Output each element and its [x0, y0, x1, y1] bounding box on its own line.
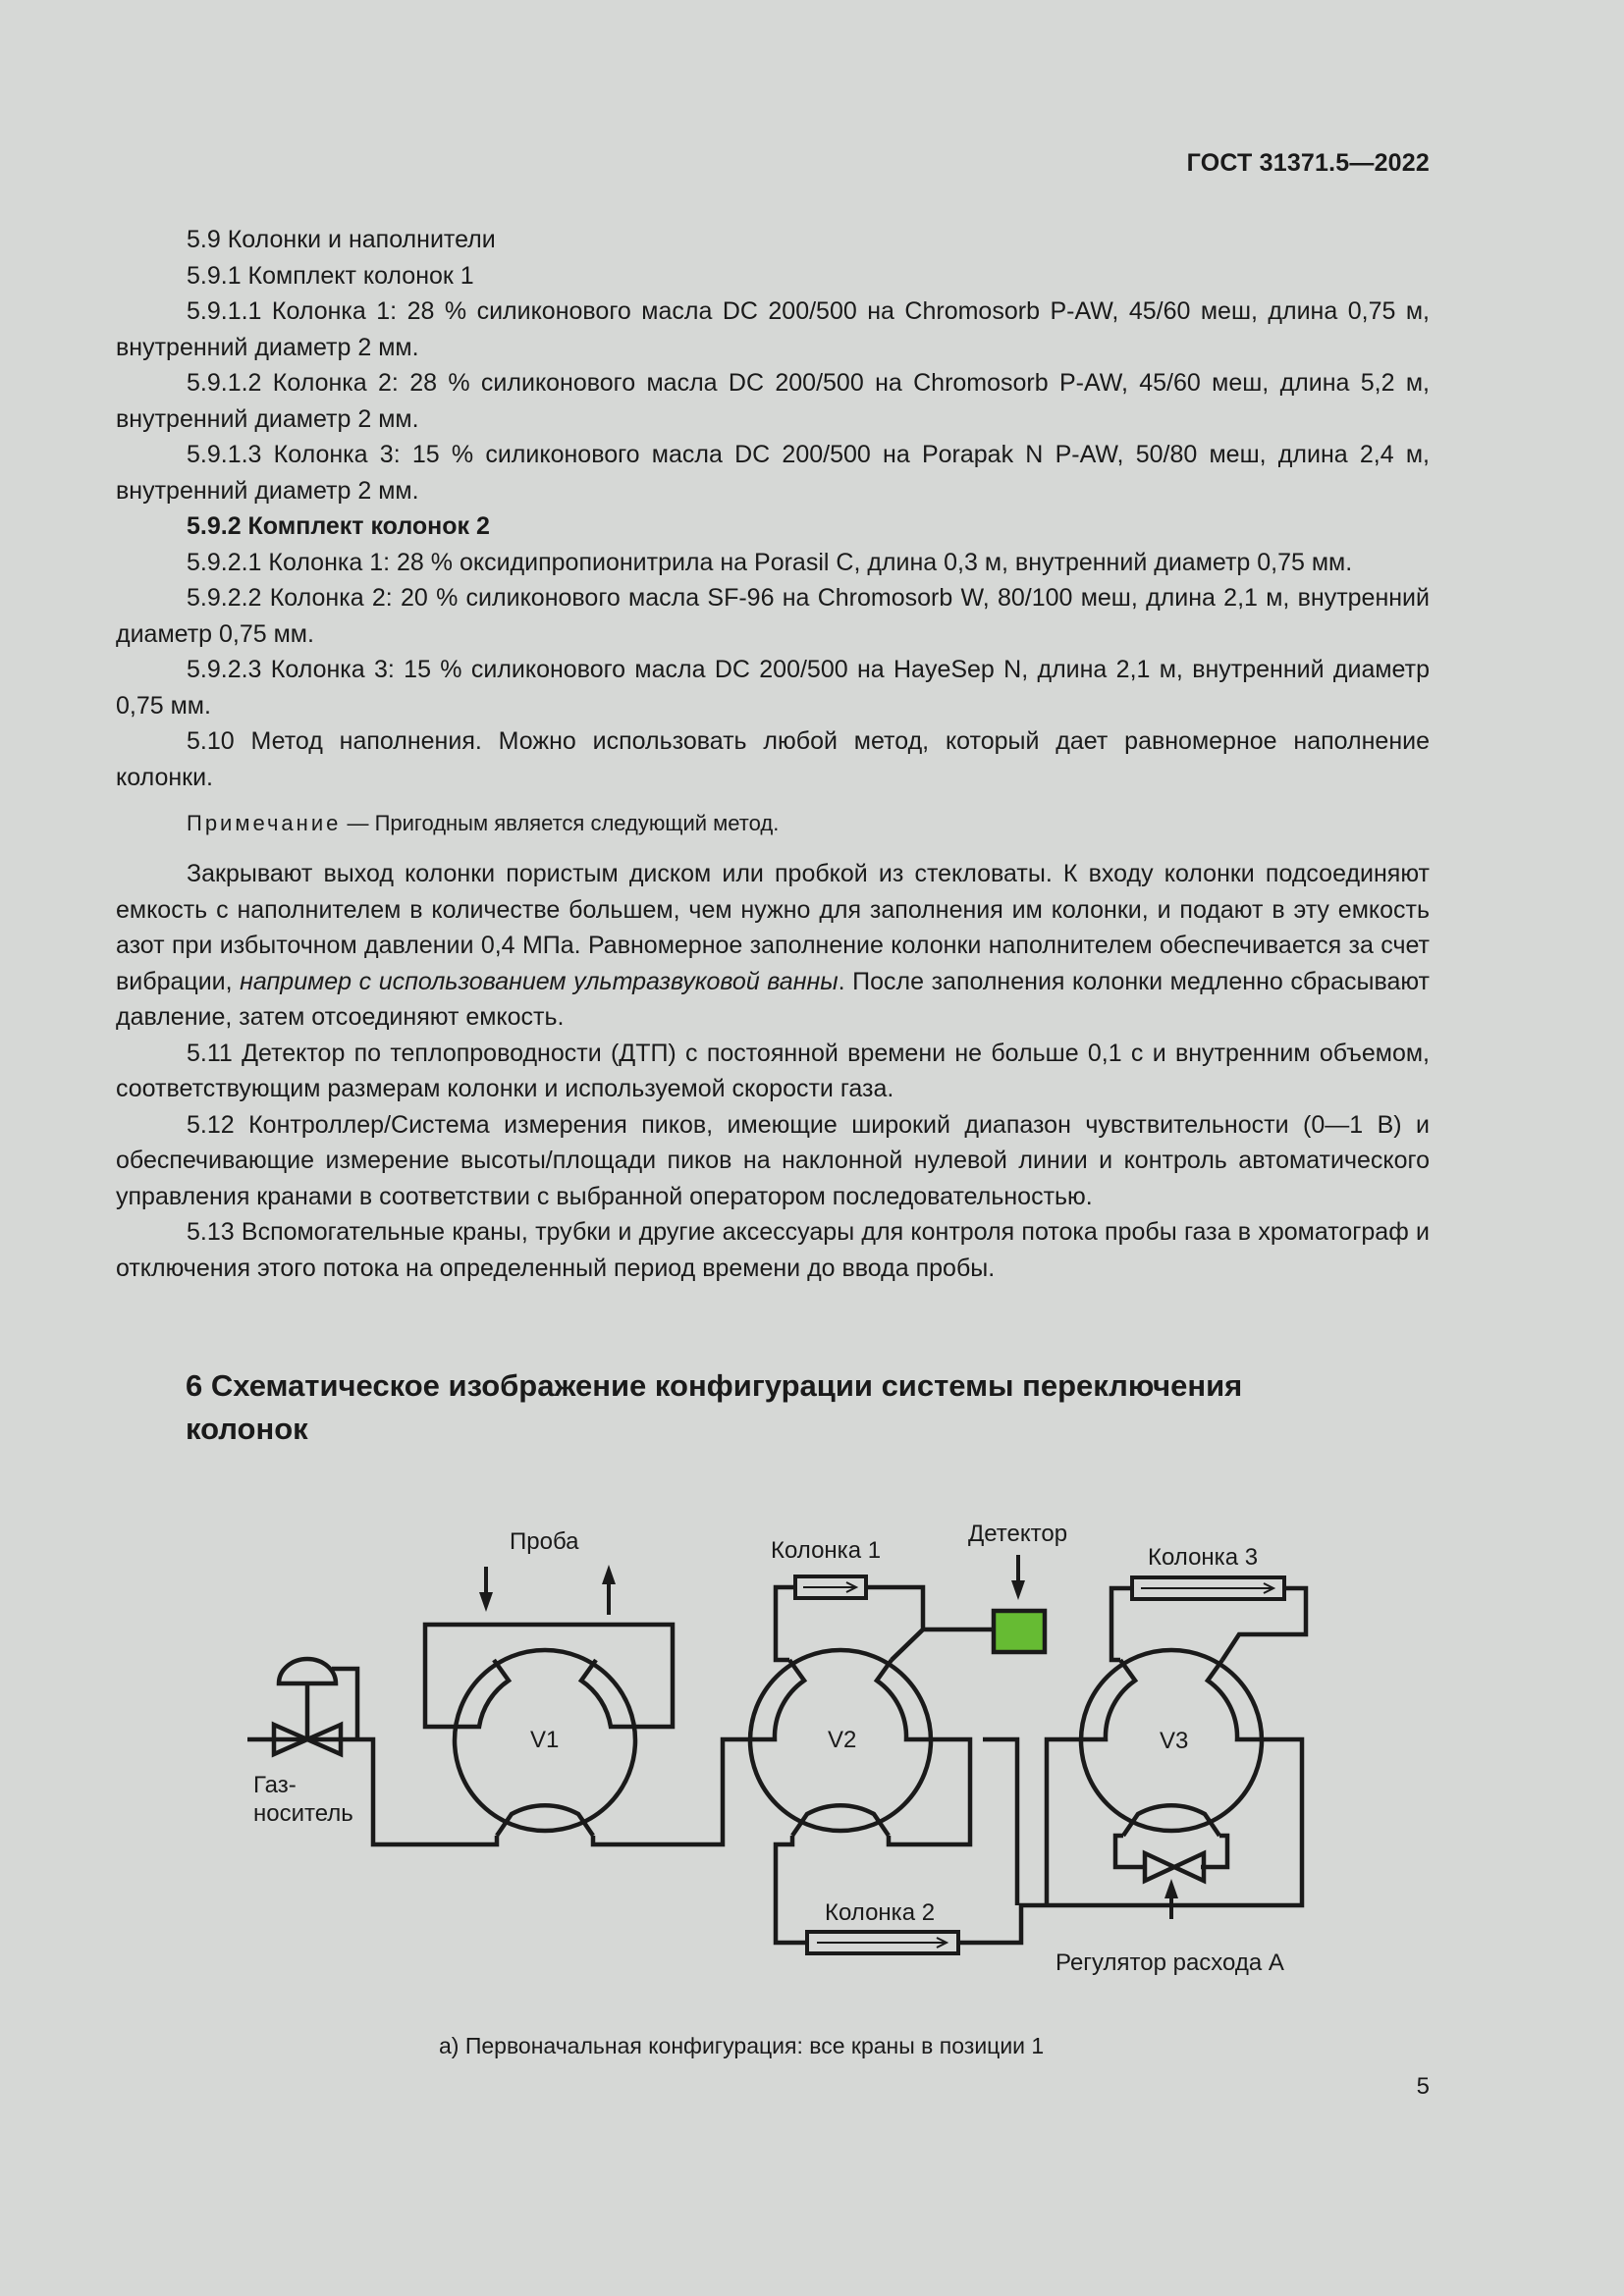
- filling-method-italic: например с использованием ультразвуковой ванны: [240, 967, 839, 995]
- column1-label: Колонка 1: [771, 1537, 882, 1564]
- v3-needle-loop: [1115, 1836, 1147, 1867]
- section-6-title: 6 Схематическое изображение конфигурации системы переключения колонок: [186, 1368, 1243, 1446]
- sample-label: Проба: [510, 1528, 579, 1555]
- carrier-label-line2: носитель: [253, 1800, 353, 1827]
- carrier-to-v1-line: [365, 1739, 497, 1844]
- flow-regulator-label: Регулятор расхода А: [1056, 1949, 1284, 1976]
- document-id: ГОСТ 31371.5—2022: [1186, 149, 1430, 177]
- column2-label: Колонка 2: [825, 1899, 936, 1926]
- column3-label: Колонка 3: [1148, 1544, 1259, 1571]
- page-number: 5: [1416, 2073, 1430, 2100]
- column1-loop-line: [776, 1587, 795, 1660]
- sample-loop-line: [425, 1625, 673, 1727]
- detector-arrow: [1011, 1555, 1025, 1600]
- figure-caption: а) Первоначальная конфигурация: все краны в позиции 1: [439, 2033, 1045, 2058]
- clause-5-9-2-2: 5.9.2.2 Колонка 2: 20 % силиконового масла SF-96 на Chromosorb W, 80/100 меш, длина 2,1 м, внутренний диаметр 0,75 мм.: [116, 584, 1430, 648]
- clause-5-9-1-1: 5.9.1.1 Колонка 1: 28 % силиконового масла DC 200/500 на Chromosorb P-AW, 45/60 меш, длина 0,75 м, внутренний диаметр 2 мм.: [116, 297, 1430, 361]
- column3-tube: [1132, 1577, 1284, 1599]
- clause-5-9-2: 5.9.2 Комплект колонок 2: [187, 512, 490, 540]
- detector-label: Детектор: [968, 1521, 1068, 1547]
- flow-regulator-valve: [1145, 1853, 1204, 1919]
- carrier-label-line1: Газ-: [253, 1772, 297, 1798]
- clause-5-9-2-1: 5.9.2.1 Колонка 1: 28 % оксидипропионитрила на Porasil C, длина 0,3 м, внутренний диаметр 0,75 мм.: [187, 548, 1353, 576]
- column2-line: [776, 1836, 807, 1943]
- detector-box: [994, 1611, 1045, 1652]
- v3-label: V3: [1160, 1728, 1189, 1754]
- filling-method-text-b: . После заполнения колонки медленно сбрасывают давление, затем отсоединяют емкость.: [116, 967, 1431, 1031]
- clause-5-9: 5.9 Колонки и наполнители: [187, 226, 496, 253]
- sample-in-arrow: [479, 1567, 493, 1612]
- clause-5-9-2-3: 5.9.2.3 Колонка 3: 15 % силиконового масла DC 200/500 на HayeSep N, длина 2,1 м, внутренний диаметр 0,75 мм.: [116, 656, 1430, 720]
- sample-out-arrow: [602, 1565, 616, 1615]
- column2-tube: [807, 1932, 958, 1953]
- clause-5-9-1-2: 5.9.1.2 Колонка 2: 28 % силиконового масла DC 200/500 на Chromosorb P-AW, 45/60 меш, длина 5,2 м, внутренний диаметр 2 мм.: [116, 369, 1430, 433]
- clause-5-12: 5.12 Контроллер/Система измерения пиков, имеющие широкий диапазон чувствительности (0—1 В) и обеспечивающие измерение высоты/площади пиков на наклонной нулевой линии и контроль автоматического управления кранами в соответствии с выбранной оператором последовательностью.: [116, 1110, 1430, 1210]
- note-label: Примечание: [187, 811, 342, 835]
- note-text: — Пригодным является следующий метод.: [341, 811, 780, 835]
- filling-method-text-a: Закрывают выход колонки пористым диском или пробкой из стекловаты. К входу колонки подсоединяют емкость с наполнителем в количестве большем, чем нужно для заполнения им колонки, и подают в эту емкость азот при избыточном давлении 0,4 МПа. Равномерное заполнение колонки наполнителем обеспечивается за счет вибрации,: [116, 860, 1430, 995]
- v2-label: V2: [828, 1727, 857, 1753]
- clause-5-13: 5.13 Вспомогательные краны, трубки и другие аксессуары для контроля потока пробы газа в хроматограф и отключения этого потока на определенный период времени до ввода пробы.: [116, 1218, 1430, 1282]
- clause-5-10: 5.10 Метод наполнения. Можно использовать любой метод, который дает равномерное наполнение колонки.: [116, 727, 1430, 791]
- v1-label: V1: [530, 1727, 560, 1753]
- column3-loop-line: [1111, 1588, 1132, 1660]
- clause-5-9-1: 5.9.1 Комплект колонок 1: [187, 261, 474, 290]
- clause-5-9-1-3: 5.9.1.3 Колонка 3: 15 % силиконового масла DC 200/500 на Porapak N P-AW, 50/80 меш, длина 2,4 м, внутренний диаметр 2 мм.: [116, 441, 1430, 505]
- clause-5-11: 5.11 Детектор по теплопроводности (ДТП) с постоянной времени не больше 0,1 с и внутренним объемом, соответствующим размерам колонки и используемой скорости газа.: [116, 1039, 1430, 1102]
- column1-tube: [795, 1576, 866, 1598]
